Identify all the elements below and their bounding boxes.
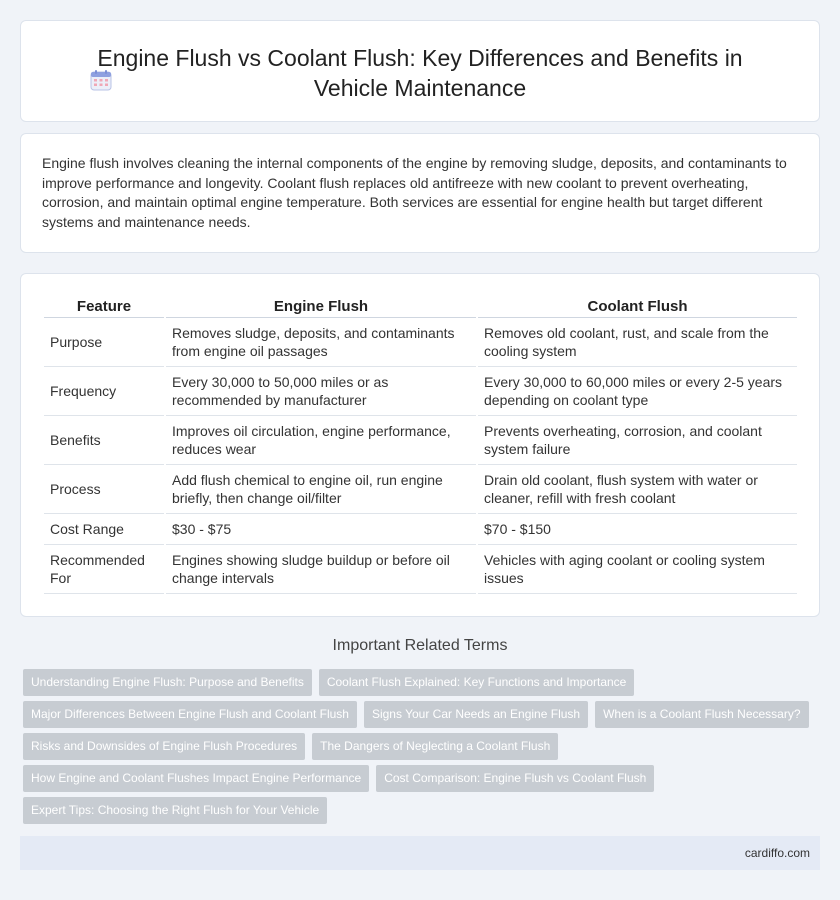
table-row — [44, 416, 797, 465]
footer-brand[interactable]: cardiffo.com — [744, 846, 810, 860]
coolant-flush-cell: Drain old coolant, flush system with water or cleaner, refill with fresh coolant — [478, 465, 797, 514]
coolant-flush-cell: $70 - $150 — [478, 514, 797, 545]
table-row — [44, 465, 797, 514]
intro-card — [20, 133, 820, 253]
related-term-tag[interactable]: Coolant Flush Explained: Key Functions and Importance — [319, 669, 635, 696]
related-term-tag[interactable]: Risks and Downsides of Engine Flush Procedures — [23, 733, 305, 760]
related-term-tag[interactable]: When is a Coolant Flush Necessary? — [595, 701, 808, 728]
engine-flush-cell: Add flush chemical to engine oil, run engine briefly, then change oil/filter — [166, 465, 476, 514]
coolant-flush-cell: Vehicles with aging coolant or cooling system issues — [478, 545, 797, 594]
related-term-tag[interactable]: Major Differences Between Engine Flush and Coolant Flush — [23, 701, 357, 728]
feature-cell: Cost Range — [44, 514, 164, 545]
related-term-tag[interactable]: Cost Comparison: Engine Flush vs Coolant Flush — [376, 765, 654, 792]
coolant-flush-cell: Prevents overheating, corrosion, and coolant system failure — [478, 416, 797, 465]
header-engine-flush: Engine Flush — [166, 296, 476, 318]
table-row — [44, 514, 797, 545]
header-feature: Feature — [44, 296, 164, 318]
related-term-tag[interactable]: Signs Your Car Needs an Engine Flush — [364, 701, 588, 728]
coolant-flush-cell: Every 30,000 to 60,000 miles or every 2-5 years depending on coolant type — [478, 367, 797, 416]
related-term-tag[interactable]: Expert Tips: Choosing the Right Flush for Your Vehicle — [23, 797, 327, 824]
header-coolant-flush: Coolant Flush — [478, 296, 797, 318]
feature-cell: Benefits — [44, 416, 164, 465]
footer — [20, 836, 820, 870]
table-row — [44, 318, 797, 367]
feature-cell: Process — [44, 465, 164, 514]
engine-flush-cell: Improves oil circulation, engine performance, reduces wear — [166, 416, 476, 465]
feature-cell: Purpose — [44, 318, 164, 367]
title-card — [20, 20, 820, 122]
intro-text: Engine flush involves cleaning the internal components of the engine by removing sludge, deposits, and contaminants to improve performance and longevity. Coolant flush replaces old antifreeze with new coolant to prevent overheating, corrosion, and maintain optimal engine temperature. Both services are essential for engine health but target different systems and maintenance needs. — [42, 155, 787, 230]
feature-cell: Frequency — [44, 367, 164, 416]
table-row — [44, 545, 797, 594]
engine-flush-cell: Engines showing sludge buildup or before oil change intervals — [166, 545, 476, 594]
related-term-tag[interactable]: How Engine and Coolant Flushes Impact Engine Performance — [23, 765, 369, 792]
table-row — [44, 367, 797, 416]
page-title: Engine Flush vs Coolant Flush: Key Differences and Benefits in Vehicle Maintenance — [97, 45, 743, 101]
related-term-tag[interactable]: Understanding Engine Flush: Purpose and Benefits — [23, 669, 312, 696]
comparison-card — [20, 273, 820, 617]
related-term-tag[interactable]: The Dangers of Neglecting a Coolant Flush — [312, 733, 558, 760]
engine-flush-cell: $30 - $75 — [166, 514, 476, 545]
coolant-flush-cell: Removes old coolant, rust, and scale from the cooling system — [478, 318, 797, 367]
comparison-table — [42, 296, 799, 594]
feature-cell: Recommended For — [44, 545, 164, 594]
engine-flush-cell: Every 30,000 to 50,000 miles or as recommended by manufacturer — [166, 367, 476, 416]
related-terms-list — [23, 669, 813, 829]
related-terms-title: Important Related Terms — [332, 637, 508, 654]
engine-flush-cell: Removes sludge, deposits, and contaminants from engine oil passages — [166, 318, 476, 367]
